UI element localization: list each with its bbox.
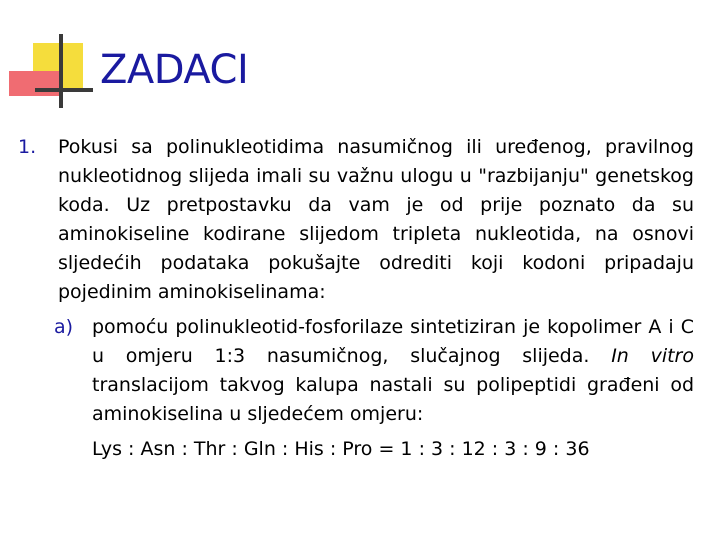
sub-item-letter: a) <box>54 316 74 338</box>
list-item-1 <box>18 133 694 464</box>
sub-item-text-before: pomoću polinukleotid-fosforilaze sintetiziran je kopolimer A i C u omjeru 1:3 nasumičnog, slučajnog slijeda. <box>92 316 694 367</box>
sub-item-italic: In vitro <box>611 345 694 367</box>
slide-title: ZADACI <box>100 47 249 93</box>
decorative-red-square <box>9 71 59 96</box>
sub-item-a <box>18 313 694 429</box>
decorative-vertical-line <box>59 34 63 108</box>
decorative-horizontal-line <box>35 88 93 92</box>
sub-item-text-after: translacijom takvog kalupa nastali su polipeptidi građeni od aminokiselina u sljedećem omjeru: <box>92 374 694 425</box>
sub-item-text <box>92 313 694 429</box>
slide-body <box>18 133 694 464</box>
list-number: 1. <box>18 136 37 158</box>
amino-acid-ratio: Lys : Asn : Thr : Gln : His : Pro = 1 : 3 : 12 : 3 : 9 : 36 <box>92 438 590 460</box>
list-item-text: Pokusi sa polinukleotidima nasumičnog ili uređenog, pravilnog nukleotidnog slijeda imali su važnu ulogu u "razbijanju" genetskog koda. Uz pretpostavku da vam je od prije poznato da su aminokiseline kodirane slijedom tripleta nukleotida, na osnovi sljedećih podataka pokušajte odrediti koji kodoni pripadaju pojedinim aminokiselinama: <box>58 136 694 303</box>
